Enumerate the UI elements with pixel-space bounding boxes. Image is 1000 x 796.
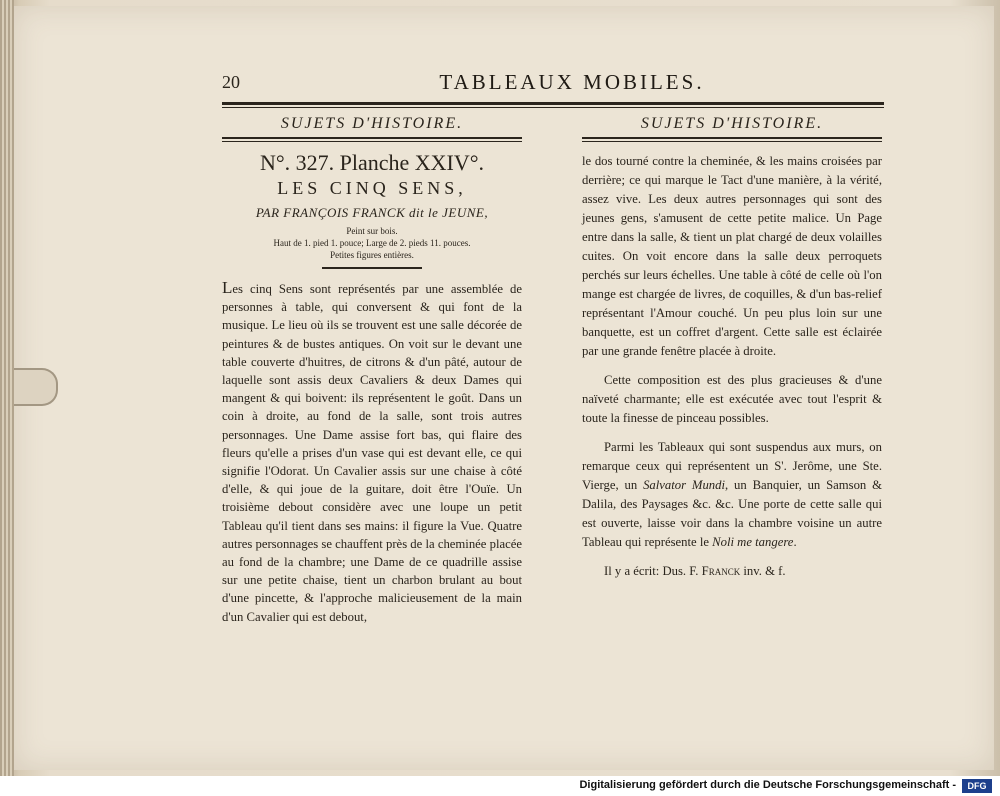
- detail-dimensions: Haut de 1. pied 1. pouce; Large de 2. pieds 11. pouces.: [273, 238, 471, 248]
- paintings-text-a: Parmi les Tableaux qui sont suspendus aux murs, on remarque ceux qui représentent un S'. Jerôme, une Ste. Vierge, un: [582, 440, 882, 492]
- description-text-left: [222, 279, 522, 626]
- section-rule-right: [582, 137, 882, 139]
- page-number: 20: [222, 72, 240, 92]
- description-text-right: [582, 152, 882, 581]
- salvator-mundi-title: Salvator Mundi: [643, 478, 726, 492]
- header-rule-thin: [222, 107, 884, 108]
- inscription-name: Franck: [701, 564, 741, 578]
- section-rule-right-thin: [582, 141, 882, 142]
- section-heading-right: SUJETS D'HISTOIRE.: [640, 115, 824, 132]
- section-heading-left: SUJETS D'HISTOIRE.: [280, 115, 464, 132]
- subject-title: LES CINQ SENS,: [277, 178, 467, 198]
- artist-line: PAR FRANÇOIS FRANCK dit le JEUNE,: [255, 205, 489, 220]
- section-rule-left-thin: [222, 141, 522, 142]
- plate-number: N°. 327. Planche XXIV°.: [259, 150, 485, 175]
- description-body-left: es cinq Sens sont représentés par une assemblée de personnes à table, qui conversent & qui font de la musique. Le lieu où ils se trouvent est une salle décorée de peintures & de bustes antiques. On voit sur le devant une table couverte d'huitres, de citrons & d'un pâté, autour de laquelle sont assis deux Cavaliers & deux Dames qui mangent & qui boivent: ils représentent le goût. Dans un coin à droite, au fond de la salle, sont trois autres personnages. Une Dame assise fort bas, qui flaire des fleurs qu'elle a prises d'un vase qui est devant elle, ce qui signifie l'Odorat. Un Cavalier assis sur une chaise à côté d'elle, & qui joue de la guitare, doit être l'Ouïe. Un troisième debout considère avec une loupe un petit Tableau qu'il tient dans ses mains: il figure la Vue. Quatre autres personnages se chauffent près de la cheminée placée au fond de la chambre; une Dame de ce quadrille assise sur une petite chaise, tient un charbon brulant au bout d'une pincette, & l'approche malicieusement de la main d'un Cavalier qui est debout,: [222, 282, 522, 624]
- funding-footer: [0, 776, 1000, 796]
- detail-medium: Peint sur bois.: [346, 226, 398, 236]
- inscription-text-a: Il y a écrit: Dus. F.: [604, 564, 702, 578]
- drop-cap: L: [222, 278, 233, 297]
- inscription-line: [582, 562, 882, 581]
- section-rule-left: [222, 137, 522, 139]
- left-column: [222, 115, 522, 626]
- page-tab: [14, 368, 58, 406]
- funding-note: Digitalisierung gefördert durch die Deutsche Forschungsgemeinschaft -: [579, 779, 956, 791]
- paintings-text-b: , un Banquier, un Samson & Dalila, des Paysages &c. &c. Une porte de cette salle qui est ouverte, laisse voir dans la chambre voisine un autre Tableau qui représente le: [582, 478, 882, 549]
- dfg-logo: DFG: [962, 779, 992, 793]
- paragraph-composition: Cette composition est des plus gracieuses & d'une naïveté charmante; elle est exécutée avec tout l'esprit & toute la finesse de pinceau possibles.: [582, 373, 882, 425]
- running-title: TABLEAUX MOBILES.: [439, 70, 705, 94]
- header-rule-thick: [222, 102, 884, 105]
- paintings-text-c: .: [793, 535, 797, 549]
- running-head: [222, 70, 882, 100]
- detail-figures: Petites figures entières.: [330, 250, 414, 260]
- noli-me-tangere-title: Noli me tangere: [712, 535, 794, 549]
- paragraph-continuation: le dos tourné contre la cheminée, & les mains croisées par derrière; ce qui marque le Tact d'une manière, à la vérité, assez vive. Les deux autres personnages qui sont des jeunes gens, s'amusent de cette petite malice. Un Page entre dans la salle, & tient un plat chargé de deux volailles cuites. On voit encore dans la salle deux perroquets perchés sur leurs échelles. Une table à côté de celle où l'on mange est chargée de livres, de coquilles, & d'un bas-relief représentant l'Amour couché. Un peu plus loin sur une banquette, est un coffret d'argent. Cette salle est éclairée par une grande fenêtre placée à droite.: [582, 154, 882, 358]
- right-column: [582, 115, 882, 581]
- paragraph-paintings: [582, 438, 882, 552]
- inscription-text-c: inv. & f.: [740, 564, 786, 578]
- detail-rule: [322, 267, 422, 269]
- page-stack-edge: [0, 0, 14, 776]
